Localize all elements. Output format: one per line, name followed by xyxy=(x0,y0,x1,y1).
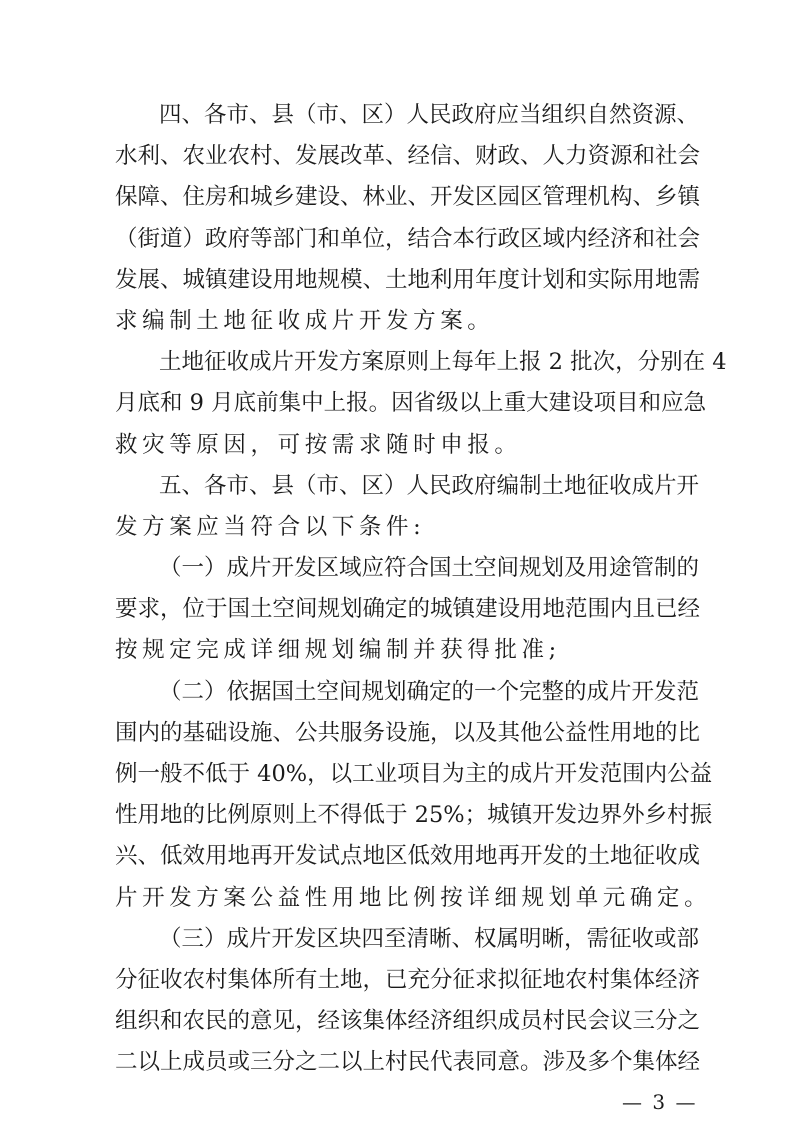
text-line: 发展、城镇建设用地规模、土地利用年度计划和实际用地需 xyxy=(115,266,701,293)
text-line: 要求，位于国土空间规划确定的城镇建设用地范围内且已经 xyxy=(115,596,701,623)
text-line: （街道）政府等部门和单位，结合本行政区域内经济和社会 xyxy=(115,225,701,252)
page-number: — 3 — xyxy=(622,1090,698,1114)
text-line: 四、各市、县（市、区）人民政府应当组织自然资源、 xyxy=(159,102,700,128)
text-line: 保障、住房和城乡建设、林业、开发区园区管理机构、乡镇 xyxy=(115,184,701,211)
paragraph-condition-3 xyxy=(115,919,701,1084)
text-line: 求编制土地征收成片开发方案。 xyxy=(115,307,495,334)
paragraph-5 xyxy=(115,466,700,548)
text-line: 发方案应当符合以下条件: xyxy=(115,513,426,540)
text-line: 五、各市、县（市、区）人民政府编制土地征收成片开 xyxy=(159,472,700,499)
text-line: 按规定完成详细规划编制并获得批准; xyxy=(115,637,561,664)
text-line: （一）成片开发区域应符合国土空间规划及用途管制的 xyxy=(159,555,700,582)
text-line: 二以上成员或三分之二以上村民代表同意。涉及多个集体经 xyxy=(115,1049,701,1076)
text-line: 水利、农业农村、发展改革、经信、财政、人力资源和社会 xyxy=(115,143,701,170)
document-body xyxy=(115,95,727,1084)
paragraph-condition-2 xyxy=(115,672,713,919)
text-line: 救灾等原因，可按需求随时申报。 xyxy=(115,431,522,458)
text-line: 兴、低效用地再开发试点地区低效用地再开发的土地征收成 xyxy=(115,843,701,870)
text-line: （二）依据国土空间规划确定的一个完整的成片开发范 xyxy=(159,678,700,705)
text-line: 分征收农村集体所有土地，已充分征求拟征地农村集体经济 xyxy=(115,966,701,993)
text-line: 组织和农民的意见，经该集体经济组织成员村民会议三分之 xyxy=(115,1008,701,1035)
paragraph-condition-1 xyxy=(115,548,701,672)
text-line: 例一般不低于 40%，以工业项目为主的成片开发范围内公益 xyxy=(115,761,713,787)
paragraph-reporting xyxy=(115,342,727,466)
text-line: 土地征收成片开发方案原则上每年上报 2 批次，分别在 4 xyxy=(159,349,727,376)
text-line: 片开发方案公益性用地比例按详细规划单元确定。 xyxy=(115,884,712,911)
paragraph-4 xyxy=(115,95,701,342)
text-line: 性用地的比例原则上不得低于 25%；城镇开发边界外乡村振 xyxy=(115,802,713,829)
text-line: 月底和 9 月底前集中上报。因省级以上重大建设项目和应急 xyxy=(115,390,707,417)
text-line: （三）成片开发区块四至清晰、权属明晰，需征收或部 xyxy=(159,925,700,952)
text-line: 围内的基础设施、公共服务设施，以及其他公益性用地的比 xyxy=(115,719,701,746)
